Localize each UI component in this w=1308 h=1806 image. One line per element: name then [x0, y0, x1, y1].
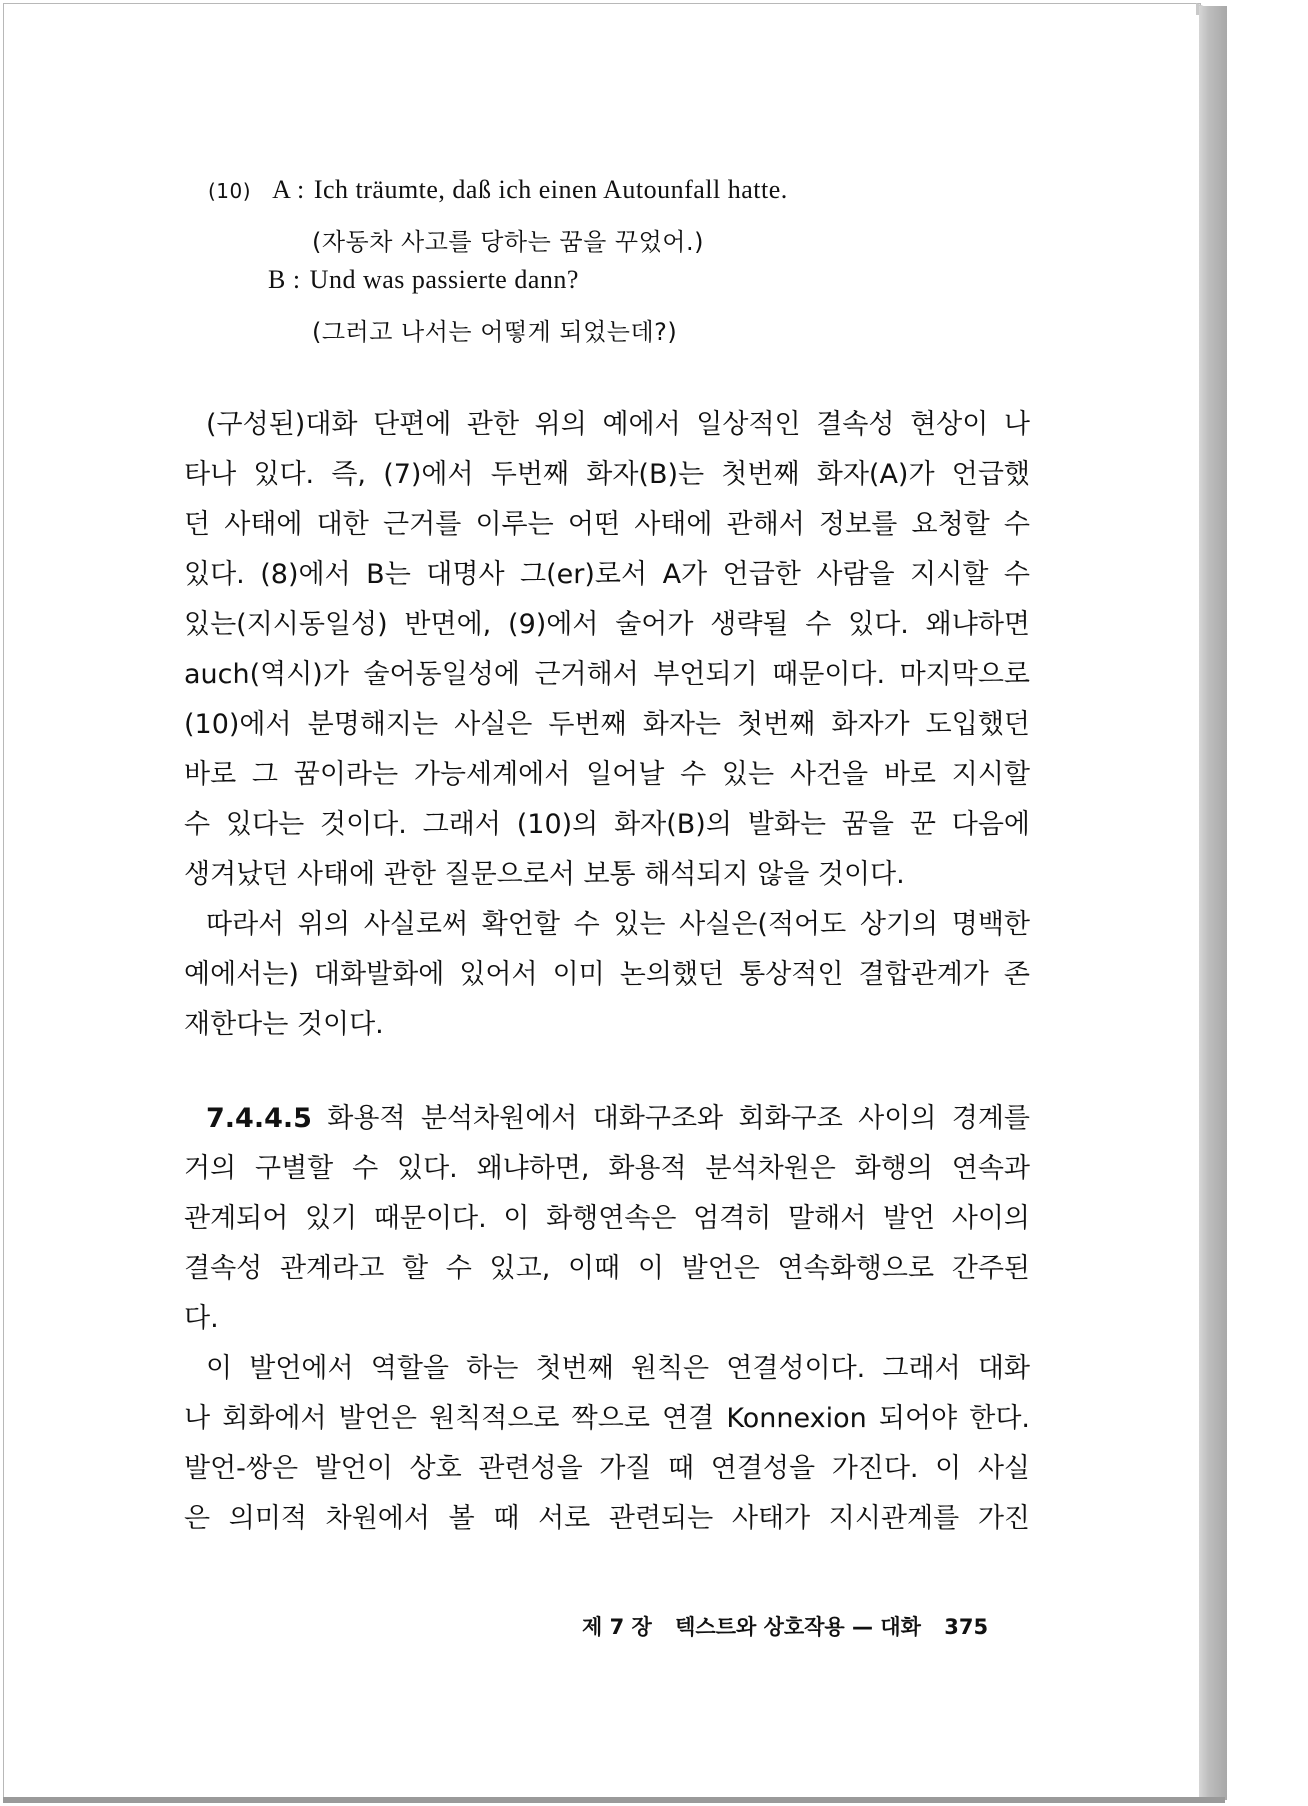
paragraph-line: 이 발언에서 역할을 하는 첫번째 원칙은 연결성이다. 그래서 대화 — [206, 1353, 1030, 1384]
example-line-b — [268, 264, 579, 295]
paragraph-line: (10)에서 분명해지는 사실은 두번째 화자는 첫번째 화자가 도입했던 — [184, 709, 1030, 740]
paragraph-line: 따라서 위의 사실로써 확언할 수 있는 사실은(적어도 상기의 명백한 — [206, 909, 1030, 940]
example-number: (10) — [208, 179, 252, 203]
section-7-4-4-5 — [184, 1094, 1030, 1344]
paragraph-line: 있는(지시동일성) 반면에, (9)에서 술어가 생략될 수 있다. 왜냐하면 — [184, 609, 1030, 640]
paragraph-1 — [184, 400, 1030, 900]
paragraph-3 — [184, 1344, 1030, 1544]
speaker-a-translation: (자동차 사고를 당하는 꿈을 꾸었어.) — [312, 228, 704, 256]
paragraph-line: auch(역시)가 술어동일성에 근거해서 부언되기 때문이다. 마지막으로 — [184, 659, 1030, 690]
page-bottom-shadow — [3, 1797, 1225, 1803]
footer-title: 텍스트와 상호작용 — 대화 — [675, 1615, 921, 1639]
paragraph-line: (구성된)대화 단편에 관한 위의 예에서 일상적인 결속성 현상이 나 — [206, 409, 1030, 440]
speaker-a-label: A : — [272, 175, 305, 204]
paragraph-line: 발언-쌍은 발언이 상호 관련성을 가질 때 연결성을 가진다. 이 사실 — [184, 1453, 1030, 1484]
speaker-b-text: Und was passierte dann? — [309, 265, 579, 294]
section-line-text: 화용적 분석차원에서 대화구조와 회화구조 사이의 경계를 — [327, 1103, 1030, 1134]
paragraph-line: 생겨났던 사태에 관한 질문으로서 보통 해석되지 않을 것이다. — [184, 859, 905, 890]
paragraph-line: 다. — [184, 1303, 219, 1334]
speaker-b-label: B : — [268, 265, 301, 294]
paragraph-line: 예에서는) 대화발화에 있어서 이미 논의했던 통상적인 결합관계가 존 — [184, 959, 1030, 990]
footer-chapter: 제 7 장 — [582, 1615, 652, 1639]
paragraph-2 — [184, 900, 1030, 1050]
paragraph-line: 거의 구별할 수 있다. 왜냐하면, 화용적 분석차원은 화행의 연속과 — [184, 1153, 1030, 1184]
running-footer — [582, 1611, 1004, 1641]
example-line-a — [208, 174, 788, 205]
speaker-b-translation: (그러고 나서는 어떻게 되었는데?) — [312, 318, 678, 346]
paragraph-line: 던 사태에 대한 근거를 이루는 어떤 사태에 관해서 정보를 요청할 수 — [184, 509, 1030, 540]
paragraph-line: 관계되어 있기 때문이다. 이 화행연속은 엄격히 말해서 발언 사이의 — [184, 1203, 1030, 1234]
paragraph-line: 재한다는 것이다. — [184, 1009, 384, 1040]
paragraph-line: 있다. (8)에서 B는 대명사 그(er)로서 A가 언급한 사람을 지시할 수 — [184, 559, 1030, 590]
page-edge-shadow — [1199, 6, 1227, 1800]
paragraph-line: 수 있다는 것이다. 그래서 (10)의 화자(B)의 발화는 꿈을 꾼 다음에 — [184, 809, 1030, 840]
speaker-a-text: Ich träumte, daß ich einen Autounfall hatte. — [313, 175, 788, 204]
paragraph-line: 나 회화에서 발언은 원칙적으로 짝으로 연결 Konnexion 되어야 한다. — [184, 1403, 1030, 1434]
paragraph-line: 결속성 관계라고 할 수 있고, 이때 이 발언은 연속화행으로 간주된 — [184, 1253, 1030, 1284]
section-first-line — [184, 1094, 1030, 1144]
paragraph-line: 은 의미적 차원에서 볼 때 서로 관련되는 사태가 지시관계를 가진 — [184, 1503, 1030, 1534]
paragraph-line: 바로 그 꿈이라는 가능세계에서 일어날 수 있는 사건을 바로 지시할 — [184, 759, 1030, 790]
paragraph-line: 타나 있다. 즉, (7)에서 두번째 화자(B)는 첫번째 화자(A)가 언급했 — [184, 459, 1030, 490]
page-number: 375 — [944, 1615, 989, 1639]
section-number: 7.4.4.5 — [206, 1103, 312, 1134]
